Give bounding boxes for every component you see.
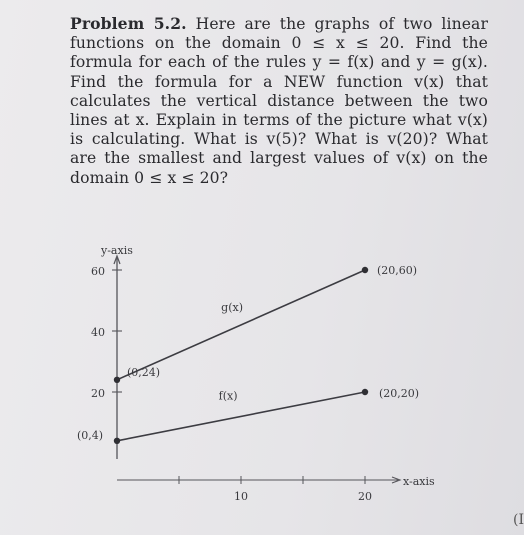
series-label-fx: f(x): [218, 389, 238, 403]
series-label-gx: g(x): [221, 301, 243, 315]
y-tick-label-40: 40: [91, 326, 105, 339]
x-axis-label: x-axis: [403, 475, 435, 488]
problem-label: Problem 5.2.: [70, 14, 187, 33]
point-fx-0: [114, 438, 120, 444]
point-label-gx-1: (20,60): [377, 264, 418, 277]
x-tick-label-10: 10: [234, 490, 248, 503]
point-label-gx-0: (0,24): [127, 365, 161, 379]
point-fx-1: [362, 389, 368, 395]
problem-text: Here are the graphs of two linear functions on the domain 0 ≤ x ≤ 20. Find the formula for each of the rules y = f(x) and y = g(x). Find the formula for a NEW function v(x) that calculates the vertical distance between the two lines at x. Explain in terms of the picture what v(x) is calculating. What is v(5)? What is v(20)? What are the smallest and largest values of v(x) on the domain 0 ≤ x ≤ 20?: [70, 15, 488, 187]
series-line-gx: [117, 270, 365, 380]
y-tick-label-60: 60: [91, 265, 105, 278]
cropped-margin-text: (I: [513, 512, 524, 528]
y-axis-label: y-axis: [101, 244, 133, 257]
y-tick-label-20: 20: [91, 387, 105, 400]
x-tick-label-20: 20: [358, 490, 372, 503]
point-label-fx-0: (0,4): [77, 428, 104, 442]
point-label-fx-1: (20,20): [379, 387, 420, 400]
point-gx-1: [362, 267, 368, 273]
series-line-fx: [117, 392, 365, 441]
point-gx-0: [114, 377, 120, 383]
